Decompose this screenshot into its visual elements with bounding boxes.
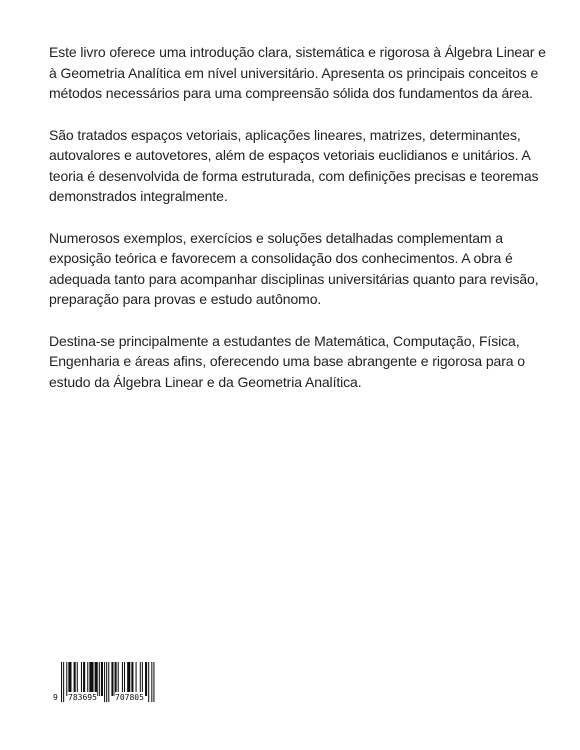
barcode-bar — [127, 662, 130, 696]
blurb-paragraph-4: Destina-se principalmente a estudantes de Matemática, Computação, Física, Engenharia e áreas afins, oferecendo uma base abrangente e rigorosa para o estudo da Álgebra Linear e da Geometria Analítica. — [49, 332, 525, 390]
barcode-bar — [68, 662, 71, 696]
barcode-bar — [81, 662, 82, 696]
barcode-bar — [95, 662, 98, 696]
back-cover-blurb — [49, 42, 546, 413]
barcode-bar — [77, 662, 78, 696]
blurb-paragraph-3: Numerosos exemplos, exercícios e soluções detalhadas complementam a exposição teórica e favorecem a consolidação dos conhecimentos. A obra é adequada tanto para acompanhar disciplinas universitárias quanto para revisão, preparação para provas e estudo autônomo. — [49, 229, 539, 307]
barcode-bar — [83, 662, 85, 696]
isbn-left-group: 783695 — [68, 693, 97, 702]
barcode-bar — [99, 662, 100, 696]
barcode-bar — [101, 662, 103, 696]
blurb-paragraph-1: Este livro oferece uma introdução clara, sistemática e rigorosa à Álgebra Linear e à Geometria Analítica em nível universitário. Apresenta os principais conceitos e métodos necessários para uma compreensão sólida dos fundamentos da área. — [49, 44, 546, 101]
barcode-bar — [118, 662, 119, 696]
barcode-bar — [115, 662, 117, 696]
barcode-bar — [136, 662, 137, 696]
barcode-bar — [111, 662, 113, 696]
barcode-bar — [124, 662, 125, 696]
barcode-bar — [131, 662, 133, 696]
barcode-bar — [74, 662, 76, 696]
isbn-digits — [53, 692, 165, 704]
isbn-right-group: 707805 — [115, 693, 144, 702]
barcode-bar — [122, 662, 123, 696]
barcode-bar — [140, 662, 141, 696]
blurb-paragraph-2: São tratados espaços vetoriais, aplicações lineares, matrizes, determinantes, autovalores e autovetores, além de espaços vetoriais euclidianos e unitários. A teoria é desenvolvida de forma estruturada, com definições precisas e teoremas demonstrados integralmente. — [49, 126, 539, 204]
barcode-bar — [89, 662, 93, 696]
barcode-bar — [66, 662, 67, 696]
isbn-barcode — [53, 662, 165, 708]
barcode-bar — [145, 662, 147, 696]
barcode-bar — [142, 662, 143, 696]
isbn-lead-digit: 9 — [53, 693, 58, 702]
barcode-bar — [87, 662, 88, 696]
